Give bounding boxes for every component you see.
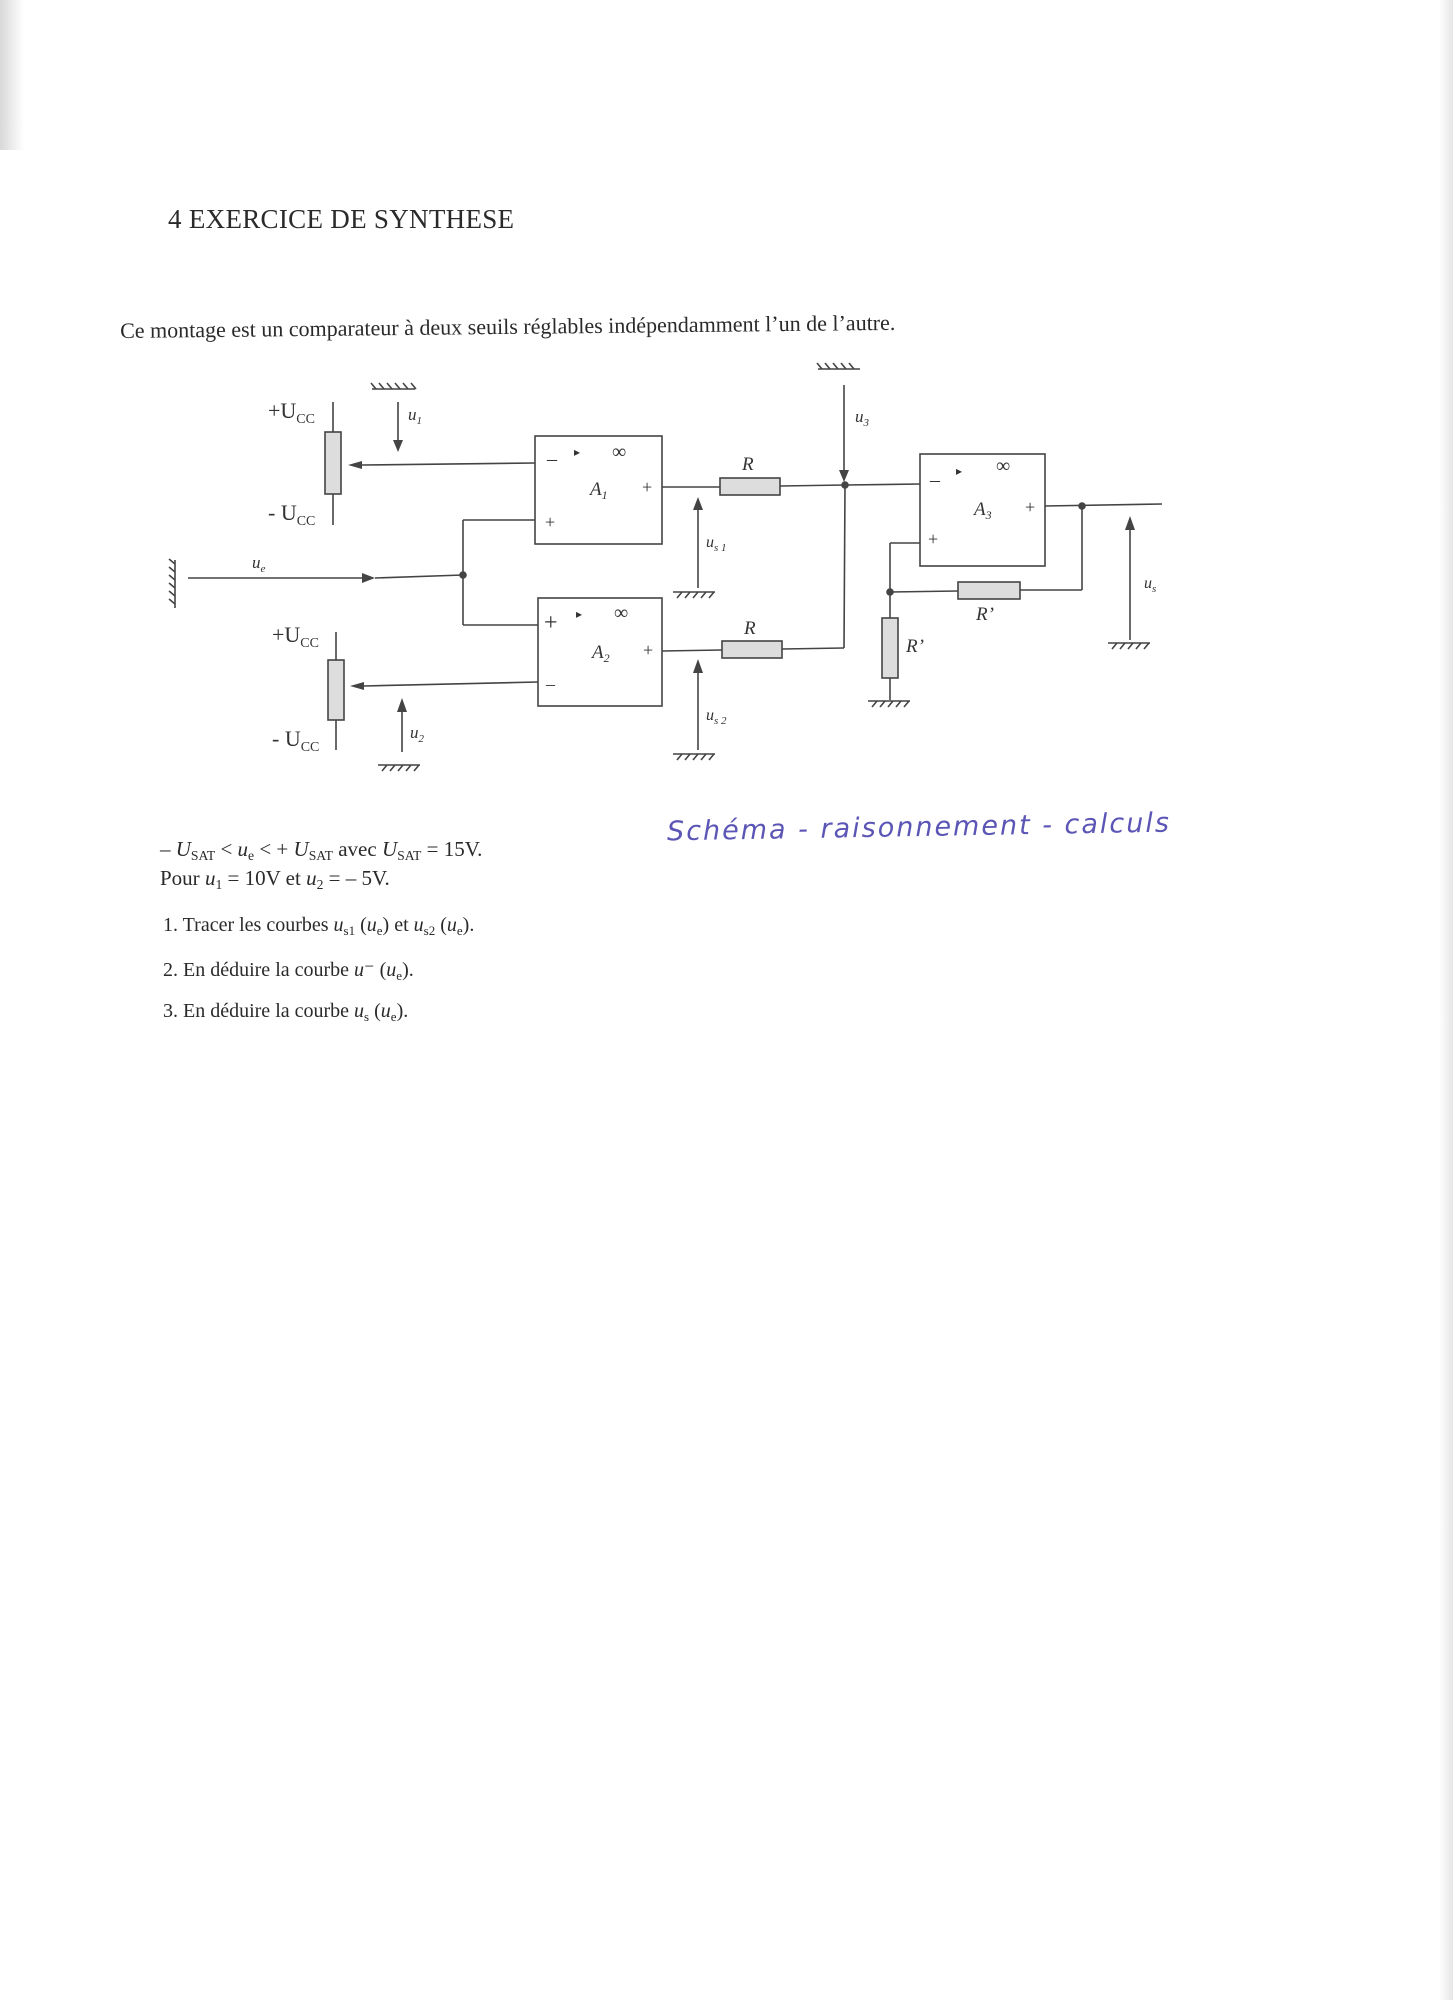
exercise-title: 4 EXERCICE DE SYNTHESE — [168, 204, 515, 234]
a3-output-plus: + — [1025, 497, 1036, 517]
condition-line-u1-u2: Pour $u_1 = 10V$ et $u_2$ = – 5V. — [160, 865, 390, 892]
minus-ucc-label-bottom: - $U_{CC}$ — [272, 726, 320, 755]
r-prime-label-ground: R’ — [906, 636, 924, 657]
condition-line-usat: – $U_{SAT} < u_e$ < + $U_{SAT}$ avec $U_{SAT} = 15V$. — [160, 837, 483, 864]
u3-label: $u_3$ — [855, 407, 869, 429]
us1-label: $u_{s 1}$ — [706, 534, 727, 554]
a2-output-line — [662, 641, 844, 658]
plus-ucc-label-top: $+U_{CC}$ — [268, 398, 315, 427]
plus-ucc-label-bottom: $+U_{CC}$ — [272, 622, 319, 651]
handwritten-note: Schéma - raisonnement - calculs — [666, 807, 1172, 848]
a3-triangle-icon: ▸ — [956, 464, 963, 478]
u2-label: $u_2$ — [410, 723, 424, 745]
us2-label: $u_{s 2}$ — [706, 707, 727, 727]
conditions-block — [160, 836, 482, 894]
a3-plus-sign: + — [928, 529, 939, 549]
us-label: $u_s$ — [1144, 575, 1157, 595]
a1-infinity: ∞ — [612, 441, 627, 463]
u1-label: $u_1$ — [408, 405, 422, 427]
potentiometer-bottom — [328, 632, 538, 750]
minus-ucc-label-top: - $U_{CC}$ — [268, 500, 316, 529]
a2-label: $A_2$ — [592, 642, 610, 665]
a1-plus-sign: + — [545, 512, 556, 532]
a1-triangle-icon: ▸ — [574, 445, 581, 459]
intro-sentence: Ce montage est un comparateur à deux seuils réglables indépendamment l’un de l’autre. — [120, 309, 896, 343]
a1-minus-sign: – — [547, 448, 557, 470]
a3-infinity: ∞ — [996, 455, 1011, 477]
a2-triangle-icon: ▸ — [576, 607, 583, 621]
question-1: 1. Tracer les courbes $u_{s1}$ $(u_e)$ et $u_{s2}$ $(u_e)$. — [163, 914, 475, 938]
u3-reference — [817, 363, 860, 482]
r-label-top: R — [742, 454, 754, 475]
a2-plus-sign: + — [544, 610, 558, 636]
a1-label: $A_1$ — [590, 479, 608, 502]
a2-minus-sign: – — [546, 674, 555, 694]
ue-label: $u_e$ — [252, 553, 266, 575]
a2-infinity: ∞ — [614, 602, 629, 624]
potentiometer-top — [325, 402, 535, 525]
a1-output-plus: + — [642, 477, 653, 497]
r-prime-label-feedback: R’ — [976, 604, 994, 625]
a2-output-plus: + — [643, 640, 654, 660]
comparator-circuit-diagram — [150, 360, 1200, 790]
question-2: 2. En déduire la courbe u⁻ $(u_e)$. — [163, 959, 414, 983]
r-label-bottom: R — [744, 618, 756, 639]
scan-shadow-corner — [0, 0, 24, 150]
question-3: 3. En déduire la courbe $u_s$ $(u_e)$. — [163, 1000, 409, 1024]
scan-shadow-edge — [1439, 0, 1453, 2000]
a3-output-line — [868, 503, 1162, 707]
a3-label: $A_3$ — [974, 499, 992, 522]
input-ue — [169, 520, 538, 625]
a3-minus-sign: – — [930, 469, 940, 491]
a1-output-line — [662, 478, 848, 495]
